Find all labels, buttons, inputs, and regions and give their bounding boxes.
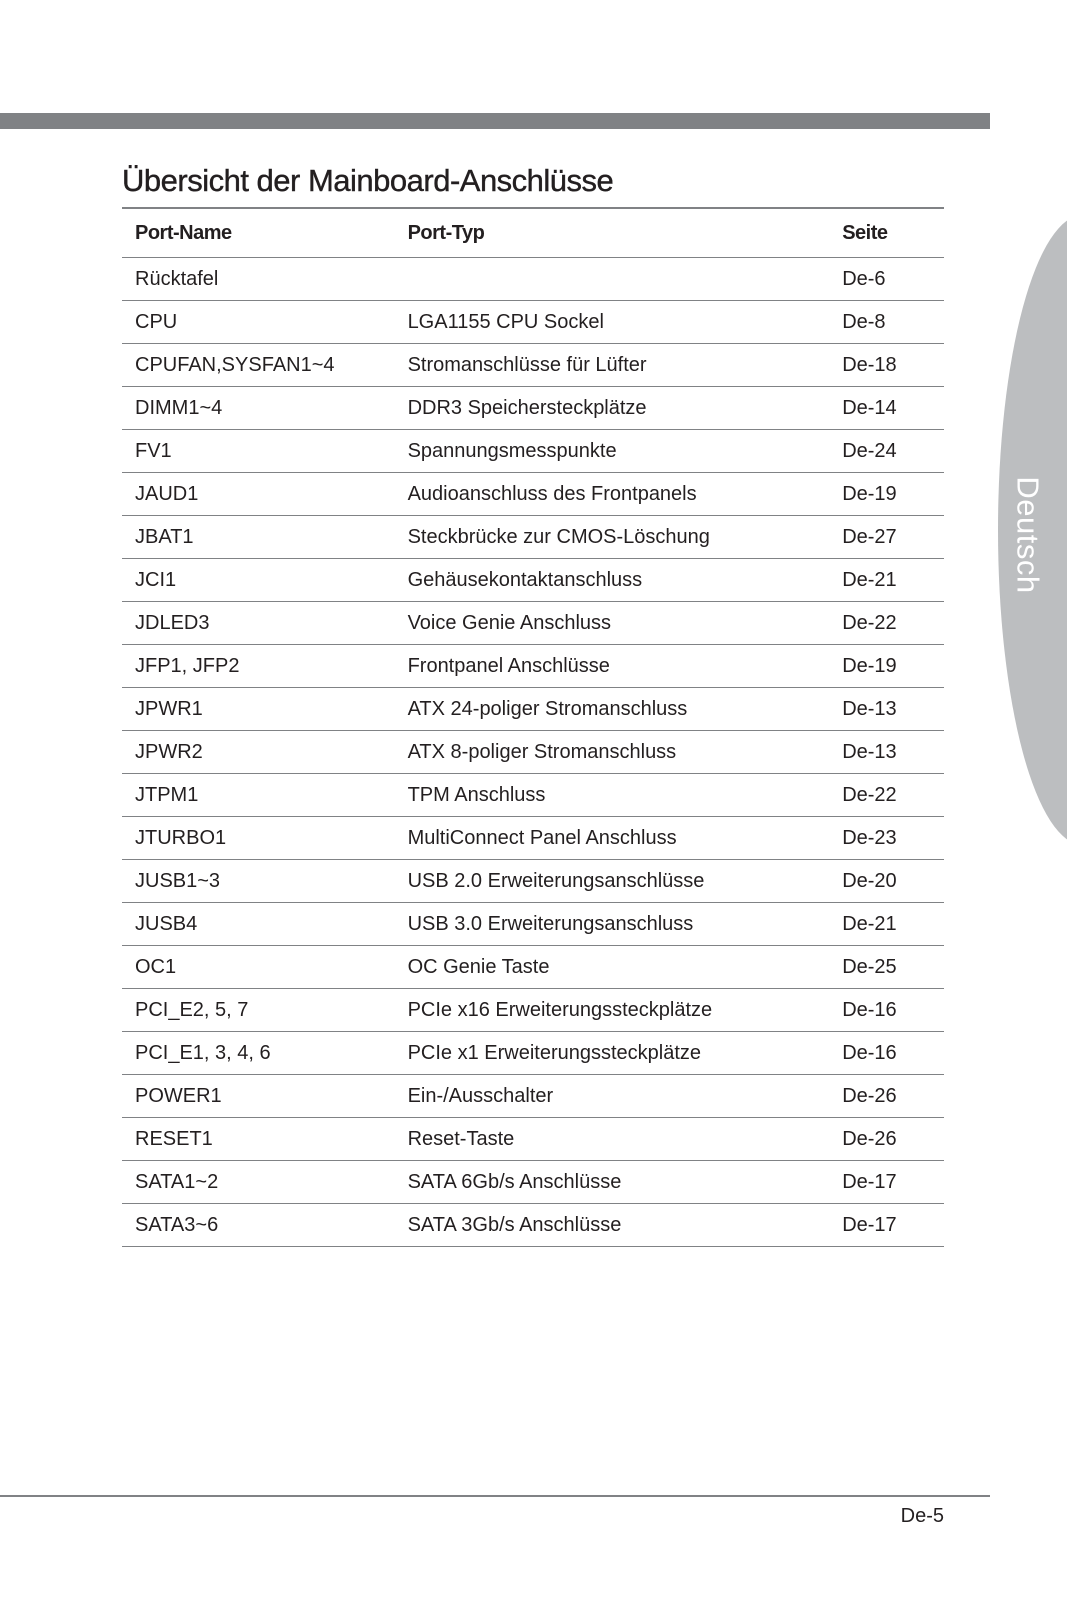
language-tab-text: Deutsch (1011, 476, 1047, 594)
port-type-cell: Voice Genie Anschluss (395, 602, 830, 645)
page-ref-cell: De-20 (829, 860, 944, 903)
table-row (122, 645, 944, 688)
page-number: De-5 (900, 1505, 944, 1527)
page-ref-cell: De-26 (829, 1075, 944, 1118)
table-row (122, 1161, 944, 1204)
port-name-cell: JFP1, JFP2 (122, 645, 395, 688)
port-type-cell: SATA 3Gb/s Anschlüsse (395, 1204, 830, 1247)
page-ref-cell: De-24 (829, 430, 944, 473)
table-row (122, 817, 944, 860)
port-name-cell: DIMM1~4 (122, 387, 395, 430)
ports-table-body (122, 258, 944, 1247)
header-port-name: Port-Name (122, 208, 395, 258)
port-name-cell: JTPM1 (122, 774, 395, 817)
page-ref-cell: De-16 (829, 989, 944, 1032)
port-name-cell: RESET1 (122, 1118, 395, 1161)
table-row (122, 860, 944, 903)
port-type-cell (395, 258, 830, 301)
port-name-cell: JAUD1 (122, 473, 395, 516)
table-header-row (122, 208, 944, 258)
table-row (122, 989, 944, 1032)
page-ref-cell: De-22 (829, 774, 944, 817)
page-ref-cell: De-17 (829, 1161, 944, 1204)
port-type-cell: Frontpanel Anschlüsse (395, 645, 830, 688)
port-type-cell: DDR3 Speichersteckplätze (395, 387, 830, 430)
page-ref-cell: De-26 (829, 1118, 944, 1161)
port-type-cell: USB 2.0 Erweiterungsanschlüsse (395, 860, 830, 903)
page-ref-cell: De-19 (829, 645, 944, 688)
header-port-type: Port-Typ (395, 208, 830, 258)
table-row (122, 301, 944, 344)
port-type-cell: LGA1155 CPU Sockel (395, 301, 830, 344)
port-type-cell: Reset-Taste (395, 1118, 830, 1161)
table-row (122, 516, 944, 559)
page-ref-cell: De-6 (829, 258, 944, 301)
table-row (122, 602, 944, 645)
port-type-cell: Ein-/Ausschalter (395, 1075, 830, 1118)
page-title: Übersicht der Mainboard-Anschlüsse (122, 163, 614, 198)
port-name-cell: SATA1~2 (122, 1161, 395, 1204)
table-row (122, 559, 944, 602)
table-row (122, 258, 944, 301)
port-type-cell: PCIe x16 Erweiterungssteckplätze (395, 989, 830, 1032)
header-page: Seite (829, 208, 944, 258)
table-row (122, 1118, 944, 1161)
port-name-cell: FV1 (122, 430, 395, 473)
table-row (122, 731, 944, 774)
port-name-cell: JPWR1 (122, 688, 395, 731)
table-row (122, 387, 944, 430)
page-ref-cell: De-27 (829, 516, 944, 559)
port-name-cell: PCI_E1, 3, 4, 6 (122, 1032, 395, 1075)
port-type-cell: MultiConnect Panel Anschluss (395, 817, 830, 860)
table-row (122, 688, 944, 731)
port-type-cell: OC Genie Taste (395, 946, 830, 989)
port-name-cell: CPUFAN,SYSFAN1~4 (122, 344, 395, 387)
port-type-cell: TPM Anschluss (395, 774, 830, 817)
table-row (122, 1075, 944, 1118)
port-name-cell: POWER1 (122, 1075, 395, 1118)
page-ref-cell: De-16 (829, 1032, 944, 1075)
page-ref-cell: De-17 (829, 1204, 944, 1247)
port-name-cell: SATA3~6 (122, 1204, 395, 1247)
port-name-cell: JTURBO1 (122, 817, 395, 860)
port-name-cell: Rücktafel (122, 258, 395, 301)
page-ref-cell: De-8 (829, 301, 944, 344)
table-row (122, 774, 944, 817)
port-name-cell: CPU (122, 301, 395, 344)
page-ref-cell: De-21 (829, 559, 944, 602)
ports-table (122, 207, 944, 1247)
port-type-cell: Audioanschluss des Frontpanels (395, 473, 830, 516)
page-ref-cell: De-13 (829, 688, 944, 731)
port-name-cell: PCI_E2, 5, 7 (122, 989, 395, 1032)
port-type-cell: Steckbrücke zur CMOS-Löschung (395, 516, 830, 559)
port-name-cell: JBAT1 (122, 516, 395, 559)
page-ref-cell: De-22 (829, 602, 944, 645)
page-ref-cell: De-25 (829, 946, 944, 989)
port-type-cell: Spannungsmesspunkte (395, 430, 830, 473)
port-type-cell: ATX 24-poliger Stromanschluss (395, 688, 830, 731)
table-row (122, 430, 944, 473)
port-name-cell: JDLED3 (122, 602, 395, 645)
page-ref-cell: De-14 (829, 387, 944, 430)
header-bar (0, 113, 990, 129)
port-type-cell: PCIe x1 Erweiterungssteckplätze (395, 1032, 830, 1075)
page-ref-cell: De-23 (829, 817, 944, 860)
table-row (122, 1204, 944, 1247)
port-type-cell: USB 3.0 Erweiterungsanschluss (395, 903, 830, 946)
page-ref-cell: De-19 (829, 473, 944, 516)
table-row (122, 1032, 944, 1075)
page-ref-cell: De-18 (829, 344, 944, 387)
footer-rule (0, 1495, 990, 1497)
port-name-cell: JCI1 (122, 559, 395, 602)
port-name-cell: JPWR2 (122, 731, 395, 774)
port-type-cell: SATA 6Gb/s Anschlüsse (395, 1161, 830, 1204)
page-ref-cell: De-13 (829, 731, 944, 774)
port-type-cell: ATX 8-poliger Stromanschluss (395, 731, 830, 774)
port-name-cell: OC1 (122, 946, 395, 989)
table-row (122, 344, 944, 387)
table-row (122, 946, 944, 989)
port-type-cell: Stromanschlüsse für Lüfter (395, 344, 830, 387)
table-row (122, 473, 944, 516)
language-tab-label (998, 470, 1058, 600)
port-name-cell: JUSB4 (122, 903, 395, 946)
page-ref-cell: De-21 (829, 903, 944, 946)
port-name-cell: JUSB1~3 (122, 860, 395, 903)
port-type-cell: Gehäusekontaktanschluss (395, 559, 830, 602)
table-row (122, 903, 944, 946)
